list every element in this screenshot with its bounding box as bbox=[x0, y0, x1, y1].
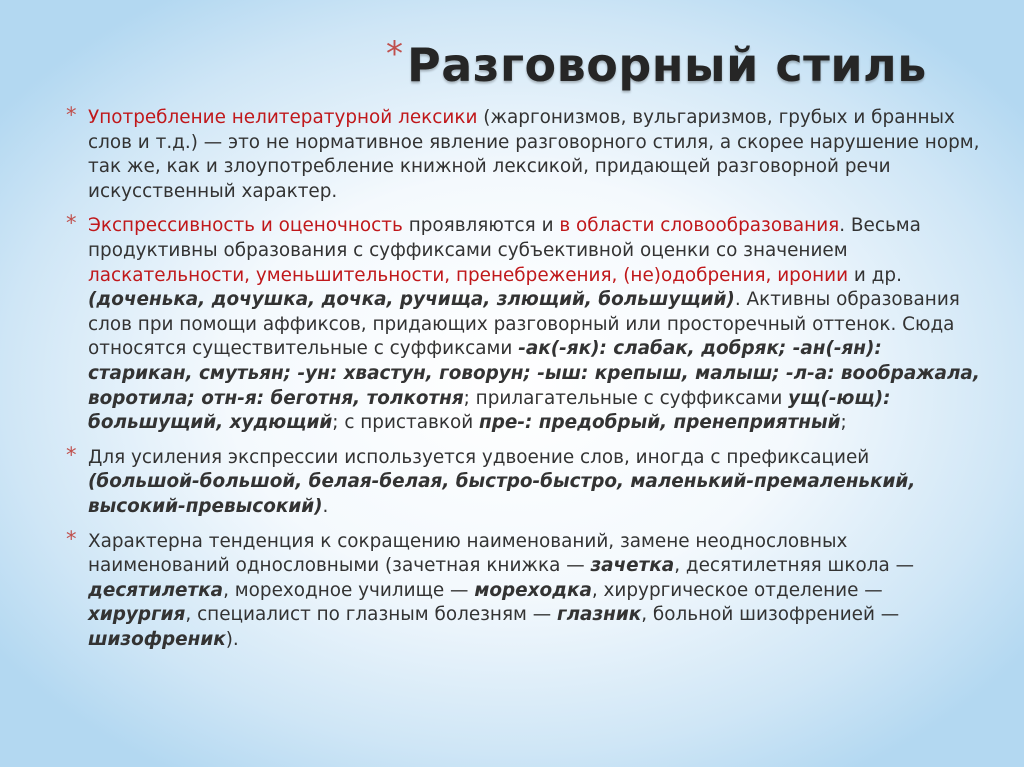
title-star-icon: * bbox=[386, 34, 403, 74]
bullet-star-icon: * bbox=[66, 103, 77, 127]
bullet-text: и др. bbox=[848, 264, 902, 286]
bullet-item bbox=[62, 211, 982, 435]
example-text: зачетка bbox=[590, 555, 675, 577]
bullet-star-icon: * bbox=[66, 526, 77, 551]
bullet-item bbox=[62, 103, 982, 204]
example-text: (большой-большой, белая-белая, быстро-быстро, маленький-премаленький, высокий-превысокий) bbox=[88, 471, 916, 517]
bullet-list bbox=[62, 103, 982, 662]
bullet-text: , больной шизофренией — bbox=[641, 604, 900, 626]
example-text: шизофреник bbox=[88, 628, 226, 650]
slide-title: Разговорный стиль bbox=[407, 38, 927, 92]
example-text: хирургия bbox=[88, 604, 186, 626]
highlight-term: ласкательности, уменьшительности, пренебрежения, (не)одобрения, иронии bbox=[88, 264, 849, 286]
bullet-item bbox=[62, 526, 982, 653]
bullet-text: ; bbox=[840, 412, 847, 434]
highlight-term: Экспрессивность и оценочность bbox=[88, 215, 403, 237]
example-text: мореходка bbox=[474, 579, 592, 601]
highlight-term: в области словообразования bbox=[559, 215, 840, 237]
bullet-text: . bbox=[322, 495, 329, 517]
example-text: (доченька, дочушка, дочка, ручища, злющий, большущий) bbox=[88, 289, 735, 311]
bullet-star-icon: * bbox=[66, 442, 77, 467]
bullet-text: ; с приставкой bbox=[332, 412, 480, 434]
example-text: десятилетка bbox=[88, 579, 224, 601]
bullet-text: , десятилетняя школа — bbox=[674, 555, 914, 577]
bullet-text: , хирургическое отделение — bbox=[591, 579, 883, 601]
bullet-text: ). bbox=[225, 628, 239, 650]
bullet-text: , мореходное училище — bbox=[223, 579, 475, 601]
example-text: пре-: предобрый, пренеприятный bbox=[479, 412, 841, 434]
example-text: ущ(-ющ): большущий, худющий bbox=[88, 387, 891, 434]
highlight-term: Употребление нелитературной лексики bbox=[88, 107, 478, 128]
bullet-text: Для усиления экспрессии используется удвоение слов, иногда с префиксацией bbox=[88, 446, 870, 468]
bullet-text: проявляются и bbox=[402, 215, 560, 237]
title-block bbox=[386, 34, 927, 92]
bullet-text: , специалист по глазным болезням — bbox=[185, 604, 557, 626]
bullet-star-icon: * bbox=[66, 211, 77, 236]
example-text: глазник bbox=[556, 604, 642, 626]
bullet-text: Характерна тенденция к сокращению наименований, замене неоднословных наименований однословными (зачетная книжка — bbox=[88, 530, 848, 577]
bullet-text: ; прилагательные с суффиксами bbox=[463, 387, 789, 409]
example-text: -ак(-як): слабак, добряк; -ан(-ян): старикан, смутьян; -ун: хвастун, говорун; -ыш: крепыш, малыш; -л-а: воображала, воротила; отн-я: беготня, толкотня bbox=[88, 338, 980, 409]
bullet-text: (жаргонизмов, вульгаризмов, грубых и бранных слов и т.д.) — это не нормативное явление разговорного стиля, а скорее нарушение норм, так же, как и злоупотребление книжной лексикой, придающей разговорной речи искусственный характер. bbox=[88, 107, 980, 202]
bullet-text: . Активны образования слов при помощи аффиксов, придающих разговорный или просторечный оттенок. Сюда относятся существительные с суффиксами bbox=[88, 289, 960, 360]
bullet-text: . Весьма продуктивны образования с суффиксами субъективной оценки со значением bbox=[88, 215, 921, 261]
bullet-item bbox=[62, 442, 982, 520]
